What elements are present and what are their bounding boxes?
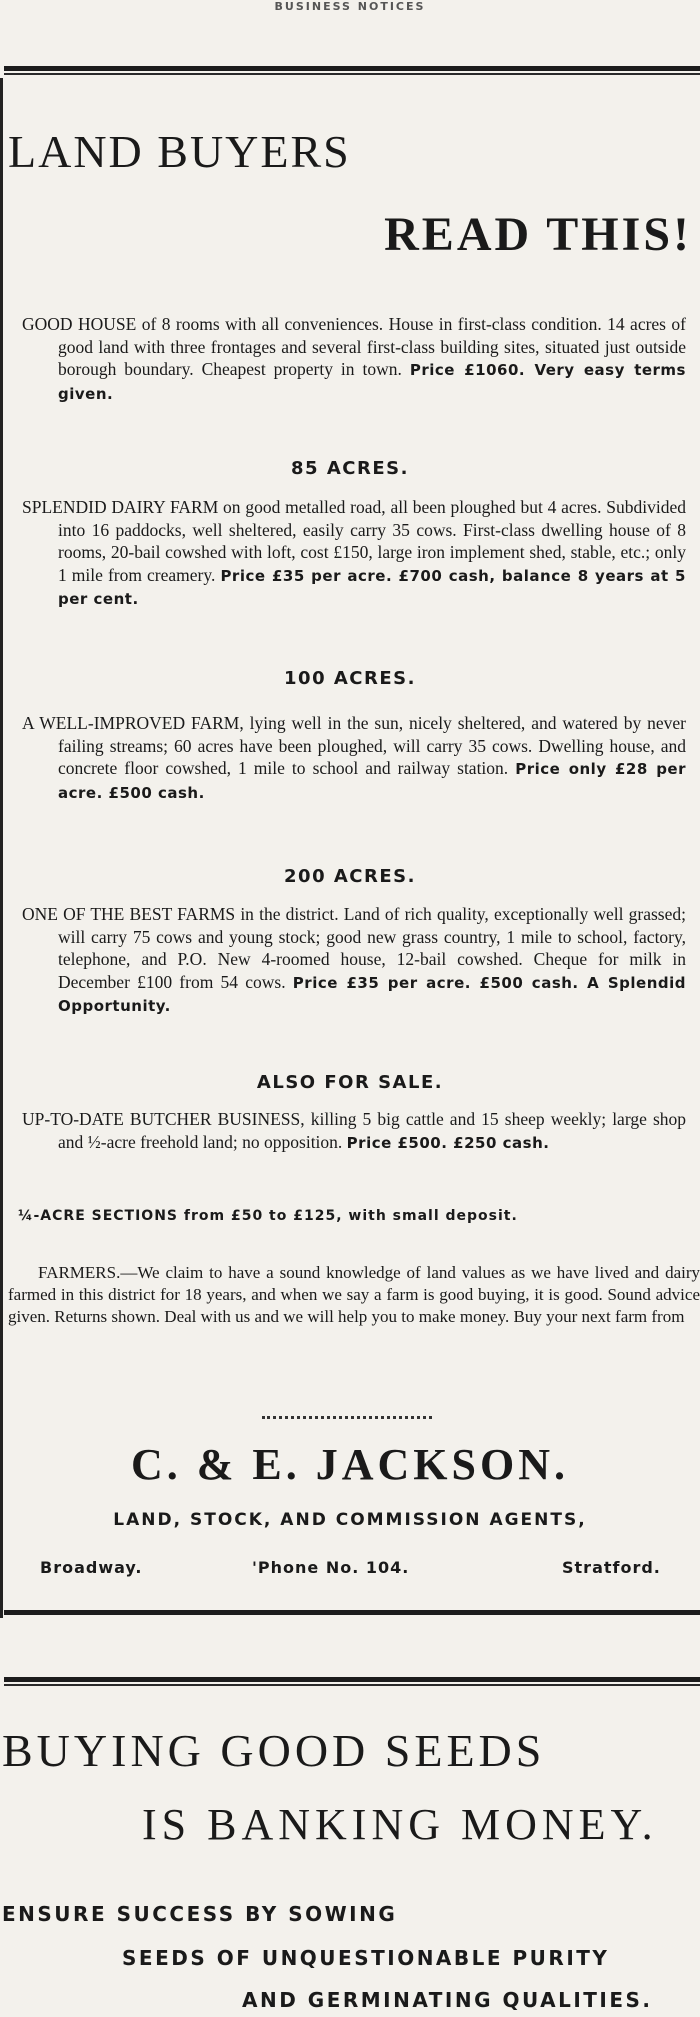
heading-also-for-sale: ALSO FOR SALE. xyxy=(256,1072,444,1093)
top-rule-thin xyxy=(4,73,700,75)
listing-best-farm xyxy=(22,903,686,1018)
top-rule xyxy=(4,66,700,71)
listing-improved xyxy=(22,712,686,804)
heading-85-acres: 85 ACRES. xyxy=(291,458,409,479)
listing-best-farm-price: Price £35 per acre. £500 cash. A Splendid Opportunity. xyxy=(58,973,686,1015)
ad2-top-rule-thin xyxy=(4,1684,700,1686)
listing-dairy-text: SPLENDID DAIRY FARM on good metalled road, all been ploughed but 4 acres. Subdivided into 16 paddocks, well sheltered, easily carry 35 cows. First-class dwelling house of 8 rooms, 20-bail cowshed with loft, cost £150, large iron implement shed, stable, etc.; only 1 mile from creamery. xyxy=(22,497,686,585)
listing-best-farm-text: ONE OF THE BEST FARMS in the district. Land of rich quality, exceptionally well grassed; will carry 75 cows and young stock; good new grass country, 1 mile to school, factory, telephone, and P.O. New 4-roomed house, 12-bail cowshed. Cheque for milk in December £100 from 54 cows. xyxy=(22,904,686,992)
ad2-line-3: AND GERMINATING QUALITIES. xyxy=(242,1988,653,2012)
listing-improved-text: A WELL-IMPROVED FARM, lying well in the sun, nicely sheltered, and watered by never failing streams; 60 acres have been ploughed, will carry 35 cows. Dwelling house, and concrete floor cowshed, 1 mile to school and railway station. xyxy=(22,713,686,778)
ad2-top-rule xyxy=(4,1677,700,1682)
listing-butcher xyxy=(22,1108,686,1154)
listing-butcher-text: UP-TO-DATE BUTCHER BUSINESS, killing 5 big cattle and 15 sheep weekly; large shop and ½-acre freehold land; no opposition. xyxy=(22,1109,686,1152)
heading-100-acres: 100 ACRES. xyxy=(284,668,416,689)
ad2-line-1: ENSURE SUCCESS BY SOWING xyxy=(2,1902,398,1926)
firm-description: LAND, STOCK, AND COMMISSION AGENTS, xyxy=(113,1510,587,1530)
mid-rule xyxy=(4,1610,700,1615)
sections-notice: ¼-ACRE SECTIONS from £50 to £125, with small deposit. xyxy=(18,1208,518,1224)
ad2-line-2: SEEDS OF UNQUESTIONABLE PURITY xyxy=(122,1946,610,1970)
ad2-headline-1: BUYING GOOD SEEDS xyxy=(2,1725,546,1776)
firm-town: Stratford. xyxy=(562,1558,661,1577)
listing-dairy xyxy=(22,496,686,611)
ad1-subtitle: READ THIS! xyxy=(384,208,692,261)
ad2-headline-2: IS BANKING MONEY. xyxy=(142,1800,658,1849)
listing-house-price: Price £1060. Very easy terms given. xyxy=(58,361,686,403)
firm-phone: 'Phone No. 104. xyxy=(252,1558,410,1577)
listing-dairy-price: Price £35 per acre. £700 cash, balance 8 years at 5 per cent. xyxy=(58,566,686,608)
heading-200-acres: 200 ACRES. xyxy=(284,866,416,887)
firm-street: Broadway. xyxy=(40,1558,143,1577)
listing-house xyxy=(22,313,686,405)
listing-improved-price: Price only £28 per acre. £500 cash. xyxy=(58,760,686,802)
firm-name: C. & E. JACKSON. xyxy=(130,1440,570,1489)
listing-butcher-price: Price £500. £250 cash. xyxy=(346,1133,550,1152)
section-header: BUSINESS NOTICES xyxy=(274,0,426,13)
listing-house-text: GOOD HOUSE of 8 rooms with all conveniences. House in first-class condition. 14 acres of good land with three frontages and several first-class building sites, situated just outside borough boundary. Cheapest property in town. xyxy=(22,314,686,379)
farmers-paragraph: FARMERS.—We claim to have a sound knowledge of land values as we have lived and dairy farmed in this district for 18 years, and when we say a farm is good buying, it is good. Sound advice given. Returns shown. Deal with us and we will help you to make money. Buy your next farm from xyxy=(8,1263,700,1326)
ad1-title: LAND BUYERS xyxy=(8,126,351,177)
dotted-divider xyxy=(262,1416,432,1423)
left-border xyxy=(0,78,3,1618)
